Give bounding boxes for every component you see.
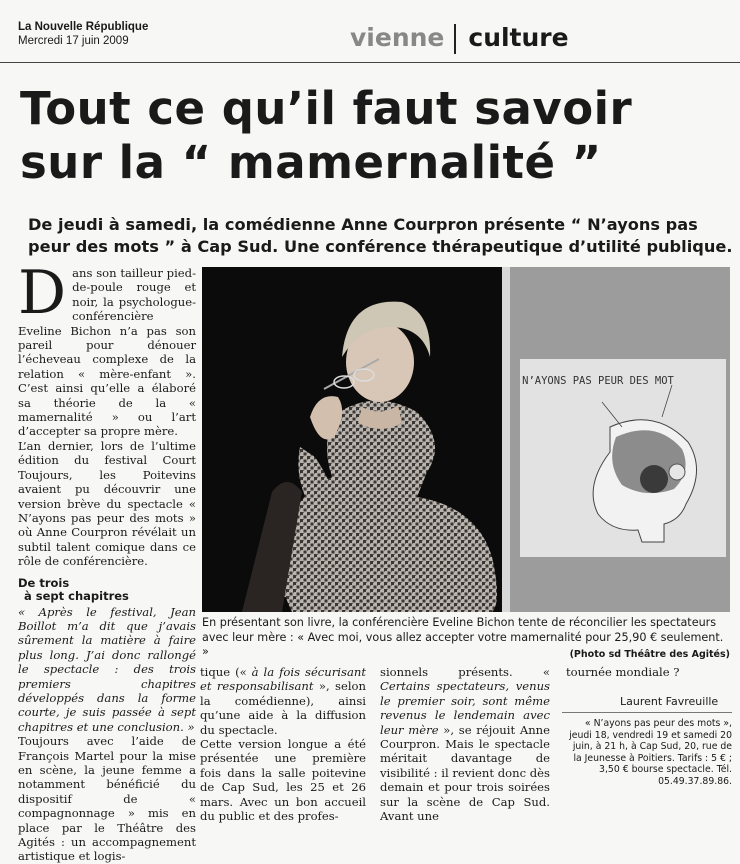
masthead: [18, 20, 148, 48]
article-column-2: [200, 665, 366, 823]
article-photo: [202, 267, 730, 612]
article-column-4: [566, 665, 732, 679]
paragraph: Cette version longue a été présentée une première fois dans la salle poitevine de Cap Sud, les 25 et 26 mars. Avec un bon accueil du public et des profes-: [200, 737, 366, 824]
paragraph: tournée mondiale ?: [566, 665, 680, 679]
info-divider: [562, 712, 732, 713]
subheading-line: à sept chapitres: [24, 588, 129, 603]
article-column-3: [380, 665, 550, 823]
text-run: sionnels présents. «: [380, 665, 550, 679]
paragraph: [200, 665, 366, 737]
section-header: [350, 22, 569, 54]
header-rule: [0, 62, 740, 63]
paragraph: L’an dernier, lors de l’ultime édition du festival Court Toujours, les Poitevins avaient pu découvrir une version brève du spectacle « N’ayons pas peur des mots » où Anne Courpron révélait un subtil talent comique dans ce rôle de conférencière.: [18, 438, 196, 569]
quote-run: Certains spectateurs, venus le premier soir, sont même revenus le lendemain avec leur mère: [380, 679, 550, 737]
author-signature: Laurent Favreuille: [620, 695, 719, 708]
photo-caption: En présentant son livre, la conférencière Eveline Bichon tente de réconcilier les spectateurs avec leur mère : « Avec moi, vous allez accepter votre mamernalité pour 25,90 € seulement. »: [202, 616, 724, 658]
quote-run: à la fois sécurisant et responsabilisant: [200, 665, 366, 694]
newspaper-name: La Nouvelle République: [18, 21, 149, 33]
poster-title: N’AYONS PAS PEUR DES MOT: [522, 375, 674, 387]
subheading: [18, 577, 196, 603]
quote-paragraph: « Après le festival, Jean Boillot m’a dit que j’avais sûrement la matière à faire plus long. J’ai donc rallongé le spectacle : des trois premiers chapitres développés dans la forme courte, je suis passée à sept chapitres et une conclusion. »: [18, 604, 196, 734]
section-region: vienne: [350, 23, 445, 52]
section-topic: culture: [468, 23, 569, 52]
paragraph: [380, 665, 550, 823]
paragraph: Toujours avec l’aide de François Martel pour la mise en scène, la jeune femme a notamment bénéficié du dispositif de « compagnonnage » mis en place par le Théâtre des Agités : un accompagnement artistique et logis-: [18, 734, 196, 864]
text-run: », se réjouit Anne Courpron. Mais le spectacle méritait davantage de visibilité : il revient donc dès demain et pour trois soirées sur la scène de Cap Sud. Avant une: [380, 722, 550, 824]
article-headline: Tout ce qu’il faut savoir sur la “ mamernalité ”: [20, 82, 633, 189]
drop-cap: D: [18, 258, 67, 328]
issue-date: Mercredi 17 juin 2009: [18, 35, 129, 47]
text-run: tique («: [200, 665, 252, 679]
article-lede: De jeudi à samedi, la comédienne Anne Courpron présente “ N’ayons pas peur des mots ” à Cap Sud. Une conférence thérapeutique d’utilité publique.: [28, 215, 733, 256]
article-column-1: [18, 258, 196, 864]
photo-credit: (Photo sd Théâtre des Agités): [569, 649, 730, 660]
stage-photo-illustration: [202, 267, 730, 612]
intro-paragraph: [18, 258, 196, 439]
section-divider: [454, 24, 456, 54]
subheading-line: De trois: [18, 575, 70, 590]
intro-text: ans son tailleur pied-de-poule rouge et noir, la psychologue-conférencière Eveline Bichon n’a pas son pareil pour dénouer l’écheveau complexe de la relation « mère-enfant ». C’est ainsi qu’elle a élaboré sa théorie de la « mamernalité » ou l’art d’accepter sa propre mère.: [18, 266, 196, 439]
text-run: », selon la comédienne), ainsi qu’une aide à la diffusion du spectacle.: [200, 679, 366, 737]
practical-info-box: « N’ayons pas peur des mots », jeudi 18, vendredi 19 et samedi 20 juin, à 21 h, à Cap Sud, 20, rue de la Jeunesse à Poitiers. Tarifs : 5 € ; 3,50 € bourse spectacle. Tél. 05.49.37.89.86.: [569, 718, 732, 787]
